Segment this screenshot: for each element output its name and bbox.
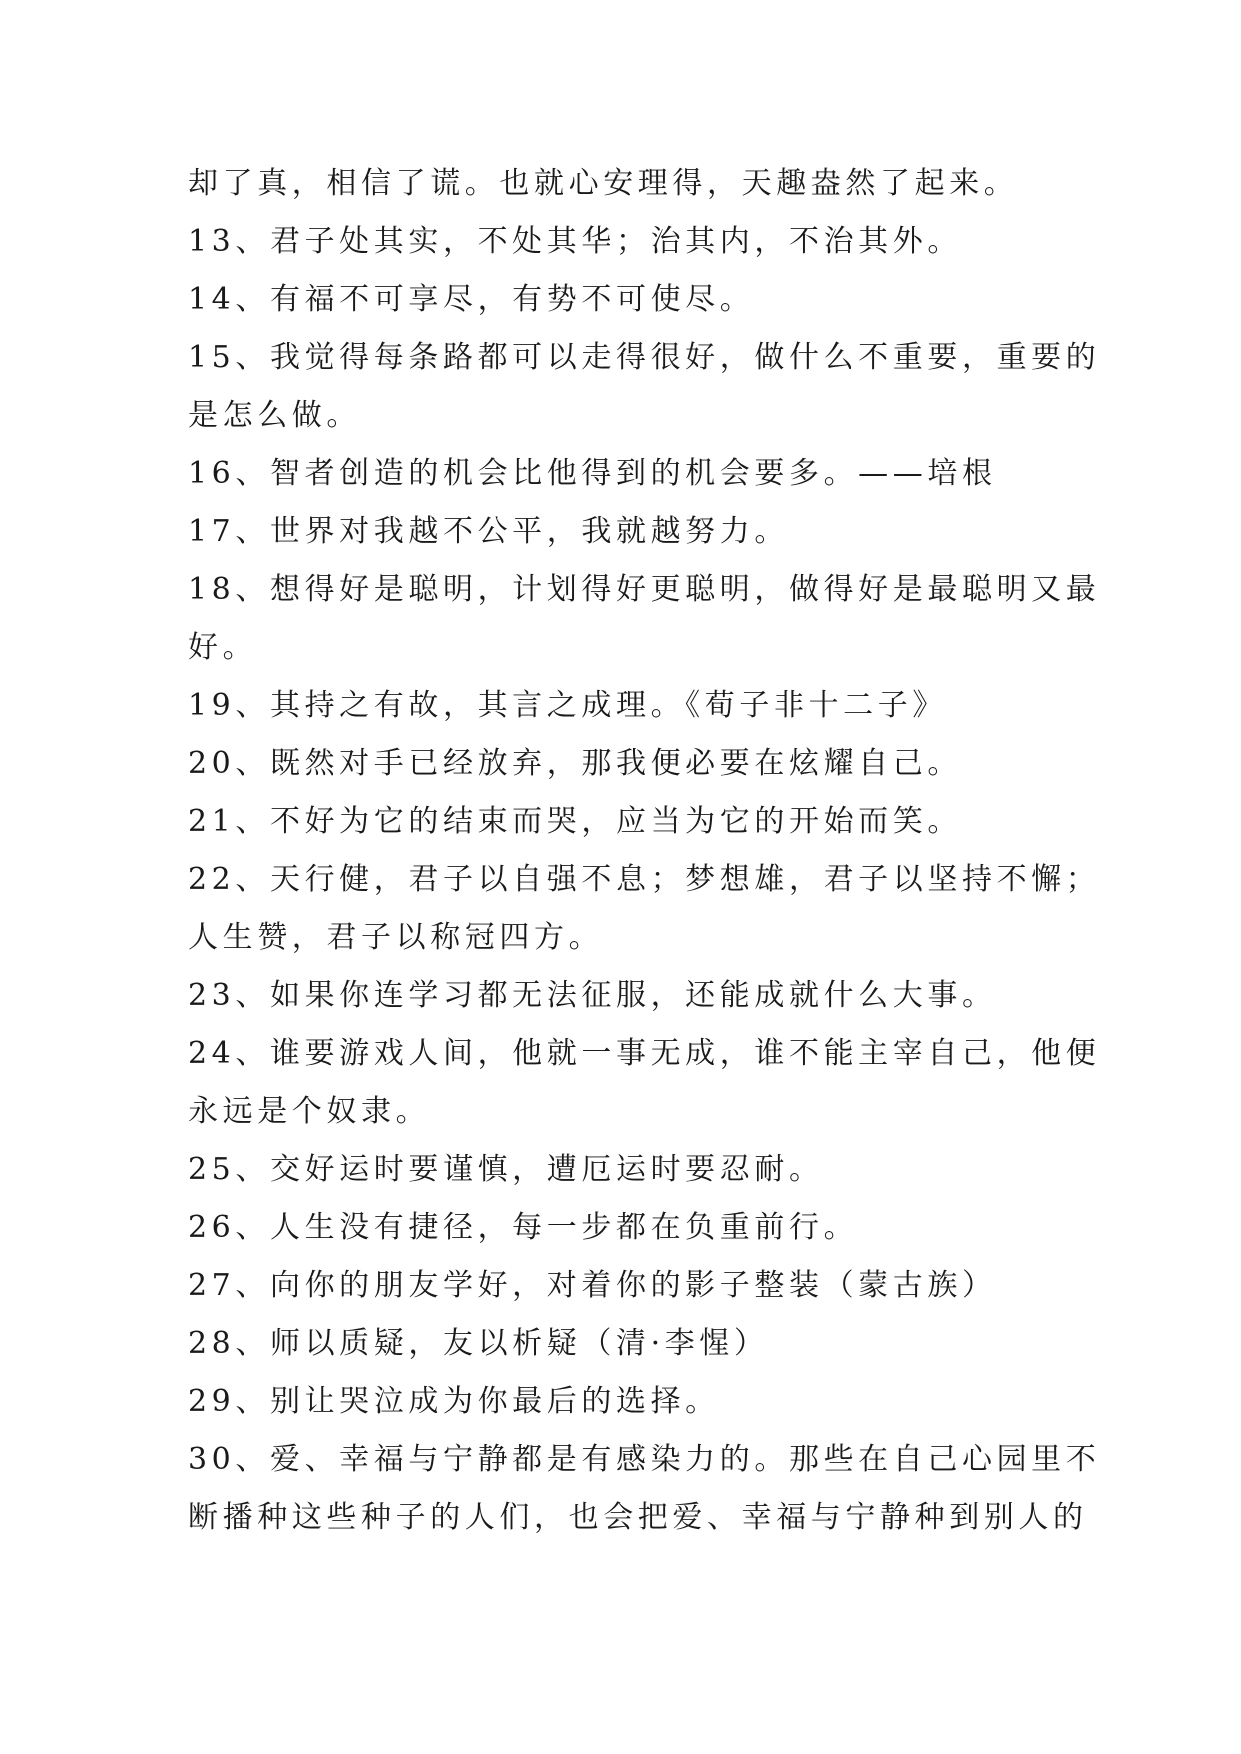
text-line: 19、其持之有故，其言之成理。《荀子非十二子》 bbox=[188, 688, 947, 723]
text-line: 断播种这些种子的人们，也会把爱、幸福与宁静种到别人的 bbox=[188, 1500, 1088, 1535]
document-body bbox=[188, 155, 1101, 1547]
text-line: 21、不好为它的结束而哭，应当为它的开始而笑。 bbox=[188, 804, 962, 839]
text-line: 27、向你的朋友学好，对着你的影子整装（蒙古族） bbox=[188, 1268, 997, 1303]
text-line: 23、如果你连学习都无法征服，还能成就什么大事。 bbox=[188, 978, 997, 1013]
text-line: 25、交好运时要谨慎，遭厄运时要忍耐。 bbox=[188, 1152, 824, 1187]
text-line: 人生赞，君子以称冠四方。 bbox=[188, 920, 604, 955]
text-line: 是怎么做。 bbox=[188, 398, 361, 433]
text-line: 24、谁要游戏人间，他就一事无成，谁不能主宰自己，他便 bbox=[188, 1036, 1101, 1071]
text-line: 好。 bbox=[188, 630, 258, 665]
text-line: 17、世界对我越不公平，我就越努力。 bbox=[188, 514, 789, 549]
text-line: 26、人生没有捷径，每一步都在负重前行。 bbox=[188, 1210, 859, 1245]
text-line: 22、天行健，君子以自强不息；梦想雄，君子以坚持不懈； bbox=[188, 862, 1101, 897]
text-line: 却了真，相信了谎。也就心安理得，天趣盎然了起来。 bbox=[188, 166, 1019, 201]
text-line: 16、智者创造的机会比他得到的机会要多。——培根 bbox=[188, 456, 997, 491]
text-line: 13、君子处其实，不处其华；治其内，不治其外。 bbox=[188, 224, 962, 259]
text-line: 28、师以质疑，友以析疑（清·李惺） bbox=[188, 1326, 769, 1361]
text-line: 14、有福不可享尽，有势不可使尽。 bbox=[188, 282, 755, 317]
text-line: 15、我觉得每条路都可以走得很好，做什么不重要，重要的 bbox=[188, 340, 1101, 375]
text-line: 18、想得好是聪明，计划得好更聪明，做得好是最聪明又最 bbox=[188, 572, 1101, 607]
text-line: 永远是个奴隶。 bbox=[188, 1094, 431, 1129]
text-line: 20、既然对手已经放弃，那我便必要在炫耀自己。 bbox=[188, 746, 962, 781]
text-line: 30、爱、幸福与宁静都是有感染力的。那些在自己心园里不 bbox=[188, 1442, 1101, 1477]
text-line: 29、别让哭泣成为你最后的选择。 bbox=[188, 1384, 720, 1419]
